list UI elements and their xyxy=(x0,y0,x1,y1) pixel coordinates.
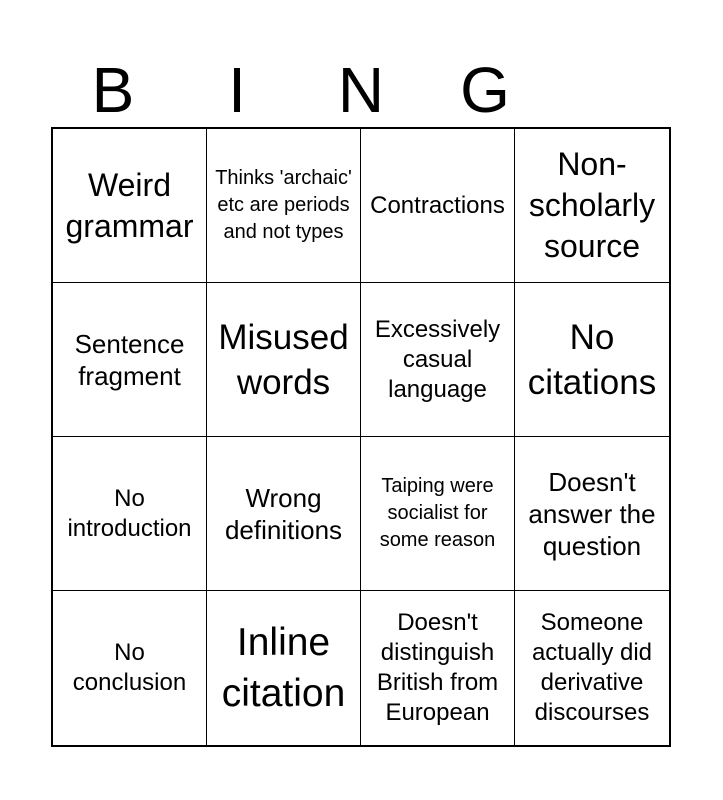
header-letter-n: N xyxy=(337,54,385,126)
cell-label: Wrong definitions xyxy=(224,482,343,545)
cell-label: Sentence fragment xyxy=(74,328,185,391)
cell-label: Inline citation xyxy=(221,621,346,715)
header-letter-i: I xyxy=(228,54,246,126)
bingo-cell[interactable] xyxy=(361,283,515,437)
cell-label: No introduction xyxy=(67,484,192,542)
bingo-cell[interactable] xyxy=(515,437,669,591)
cell-label: Someone actually did derivative discourses xyxy=(531,609,653,726)
cell-label: Non-scholarly source xyxy=(528,146,656,264)
bingo-cell[interactable] xyxy=(207,437,361,591)
cell-label: Doesn't answer the question xyxy=(528,466,656,561)
bingo-cell[interactable] xyxy=(515,283,669,437)
cell-label: Taiping were socialist for some reason xyxy=(379,475,496,551)
bingo-cell[interactable] xyxy=(207,283,361,437)
bingo-cell[interactable] xyxy=(53,129,207,283)
bingo-cell[interactable] xyxy=(515,129,669,283)
header-letter-b: B xyxy=(91,54,135,126)
bingo-cell[interactable] xyxy=(361,129,515,283)
bingo-cell[interactable] xyxy=(53,591,207,745)
bingo-cell[interactable] xyxy=(207,591,361,745)
cell-label: No citations xyxy=(527,317,657,402)
bingo-cell[interactable] xyxy=(361,591,515,745)
cell-label: Doesn't distinguish British from European xyxy=(376,609,499,726)
bingo-cell[interactable] xyxy=(207,129,361,283)
bingo-cell[interactable] xyxy=(361,437,515,591)
header-letter-g: G xyxy=(460,54,510,126)
bingo-cell[interactable] xyxy=(53,437,207,591)
bingo-cell[interactable] xyxy=(53,283,207,437)
cell-label: Contractions xyxy=(370,191,505,219)
cell-label: Weird grammar xyxy=(65,166,194,244)
cell-label: Thinks 'archaic' etc are periods and not types xyxy=(215,167,352,243)
bingo-cell[interactable] xyxy=(515,591,669,745)
cell-label: Excessively casual language xyxy=(374,315,501,403)
cell-label: Misused words xyxy=(218,317,349,402)
bingo-card xyxy=(51,127,671,747)
bingo-header xyxy=(51,52,671,128)
cell-label: No conclusion xyxy=(72,639,187,696)
